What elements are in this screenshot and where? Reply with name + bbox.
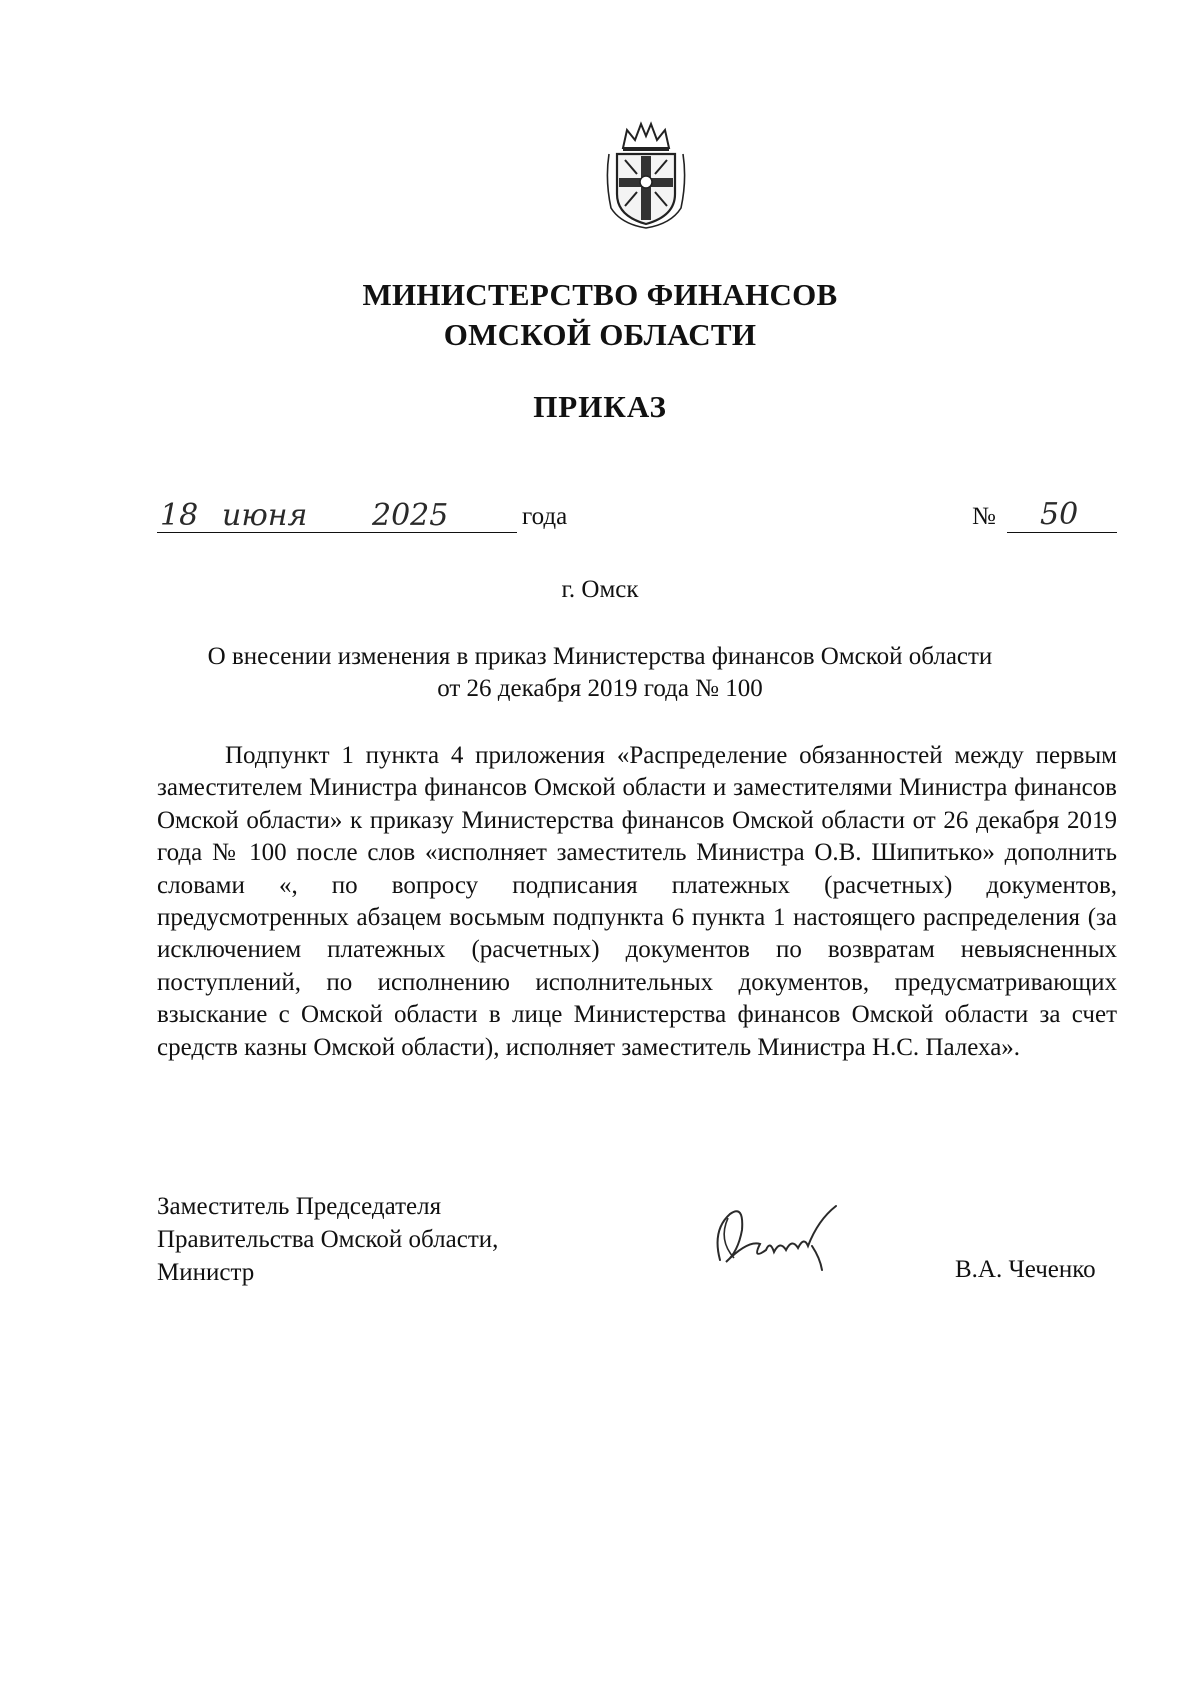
- date-day: 18: [160, 498, 199, 533]
- date-suffix: года: [522, 503, 568, 530]
- date-month: июня: [222, 498, 308, 533]
- number-label: №: [972, 503, 996, 530]
- position-line2: Правительства Омской области,: [157, 1226, 499, 1253]
- signer-name: В.А. Чеченко: [955, 1256, 1096, 1283]
- document-type: ПРИКАЗ: [533, 389, 667, 424]
- date-year: 2025: [372, 498, 449, 533]
- signatory-position: [157, 1190, 498, 1289]
- organization-name-line2: ОМСКОЙ ОБЛАСТИ: [443, 317, 757, 352]
- document-number: 50: [1040, 497, 1079, 532]
- handwritten-signature-icon: [708, 1200, 858, 1275]
- city: г. Омск: [561, 576, 639, 603]
- position-line1: Заместитель Председателя: [157, 1193, 442, 1220]
- date-underline: [157, 500, 517, 533]
- organization-name-line1: МИНИСТЕРСТВО ФИНАНСОВ: [362, 277, 838, 312]
- position-line3: Министр: [157, 1259, 255, 1286]
- subject-line1: О внесении изменения в приказ Министерства финансов Омской области: [207, 643, 993, 670]
- omsk-coat-of-arms-icon: [603, 120, 689, 230]
- body-paragraph: Подпункт 1 пункта 4 приложения «Распределение обязанностей между первым заместителем Министра финансов Омской области и заместителями Министра финансов Омской области» к приказу Министерства финансов Омской области от 26 декабря 2019 года № 100 после слов «исполняет заместитель Министра О.В. Шипитько» дополнить словами «, по вопросу подписания платежных (расчетных) документов, предусмотренных абзацем восьмым подпункта 6 пункта 1 настоящего распределения (за исключением платежных (расчетных) документов по возвратам невыясненных поступлений, по исполнению исполнительных документов, предусматривающих взыскание с Омской области в лице Министерства финансов Омской области за счет средств казны Омской области), исполняет заместитель Министра Н.С. Палеха».: [157, 742, 1117, 1061]
- subject-line2: от 26 декабря 2019 года № 100: [437, 675, 763, 702]
